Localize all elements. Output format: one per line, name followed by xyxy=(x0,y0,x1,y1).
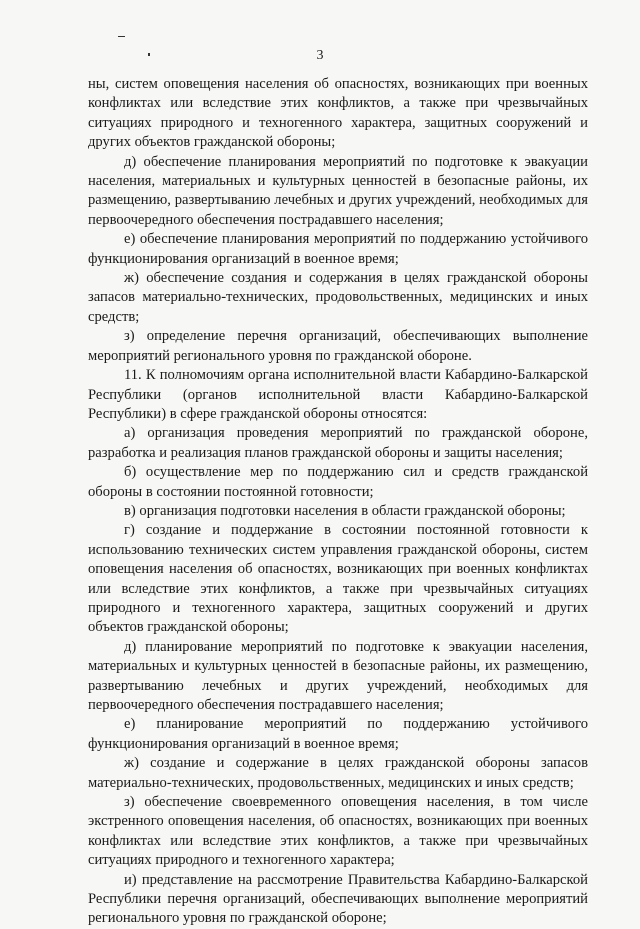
paragraph-item-z2: з) обеспечение своевременного оповещения населения, в том числе экстренного оповещения населения, об опасностях, возникающих при военных конфликтах или вследствие этих конфликтов, а также при чрезвычайных ситуациях природного и техногенного характера; xyxy=(88,794,588,869)
scan-speck xyxy=(118,36,125,37)
paragraph-item-e2: е) планирование мероприятий по поддержанию устойчивого функционирования организаций в военное время; xyxy=(88,716,588,752)
page-number: 3 xyxy=(316,48,324,63)
document-body xyxy=(88,75,588,929)
paragraph-item-e: е) обеспечение планирования мероприятий по поддержанию устойчивого функционирования организаций в военное время; xyxy=(88,231,588,267)
paragraph-item-g: г) создание и поддержание в состоянии постоянной готовности к использованию технических систем управления гражданской обороны, систем оповещения населения об опасностях, возникающих при военных конфликтах или вследствие этих конфликтов, а также при чрезвычайных ситуациях природного и техногенного характера, защитных сооружений и других объектов гражданской обороны; xyxy=(88,522,588,636)
paragraph-section-11: 11. К полномочиям органа исполнительной власти Кабардино-Балкарской Республики (органов исполнительной власти Кабардино-Балкарской Республики) в сфере гражданской обороны относятся: xyxy=(88,367,588,422)
paragraph-item-i: и) представление на рассмотрение Правительства Кабардино-Балкарской Республики перечня организаций, обеспечивающих выполнение мероприятий регионального уровня по гражданской обороне; xyxy=(88,871,588,927)
paragraph-item-d2: д) планирование мероприятий по подготовке к эвакуации населения, материальных и культурных ценностей в безопасные районы, их размещению, развертыванию лечебных и других учреждений, необходимых для первоочередного обеспечения пострадавшего населения; xyxy=(88,638,588,713)
paragraph-item-zh2: ж) создание и содержание в целях гражданской обороны запасов материально-технических, продовольственных, медицинских и иных средств; xyxy=(88,755,588,791)
paragraph-item-b: б) осуществление мер по поддержанию сил и средств гражданской обороны в состоянии постоянной готовности; xyxy=(88,464,588,500)
paragraph-item-a: а) организация проведения мероприятий по гражданской обороне, разработка и реализация планов гражданской обороны и защиты населения; xyxy=(88,425,588,461)
paragraph-continuation: ны, систем оповещения населения об опасностях, возникающих при военных конфликтах или вследствие этих конфликтов, а также при чрезвычайных ситуациях природного и техногенного характера, защитных сооружений и других объектов гражданской обороны; xyxy=(88,76,588,151)
paragraph-item-z: з) определение перечня организаций, обеспечивающих выполнение мероприятий регионального уровня по гражданской обороне. xyxy=(88,328,588,364)
paragraph-item-v: в) организация подготовки населения в области гражданской обороны; xyxy=(124,502,566,519)
paragraph-item-d: д) обеспечение планирования мероприятий по подготовке к эвакуации населения, материальных и культурных ценностей в безопасные районы, их размещению, развертыванию лечебных и других учреждений, необходимых для первоочередного обеспечения пострадавшего населения; xyxy=(88,153,588,228)
paragraph-item-zh: ж) обеспечение создания и содержания в целях гражданской обороны запасов материально-технических, продовольственных, медицинских и иных средств; xyxy=(88,270,588,325)
